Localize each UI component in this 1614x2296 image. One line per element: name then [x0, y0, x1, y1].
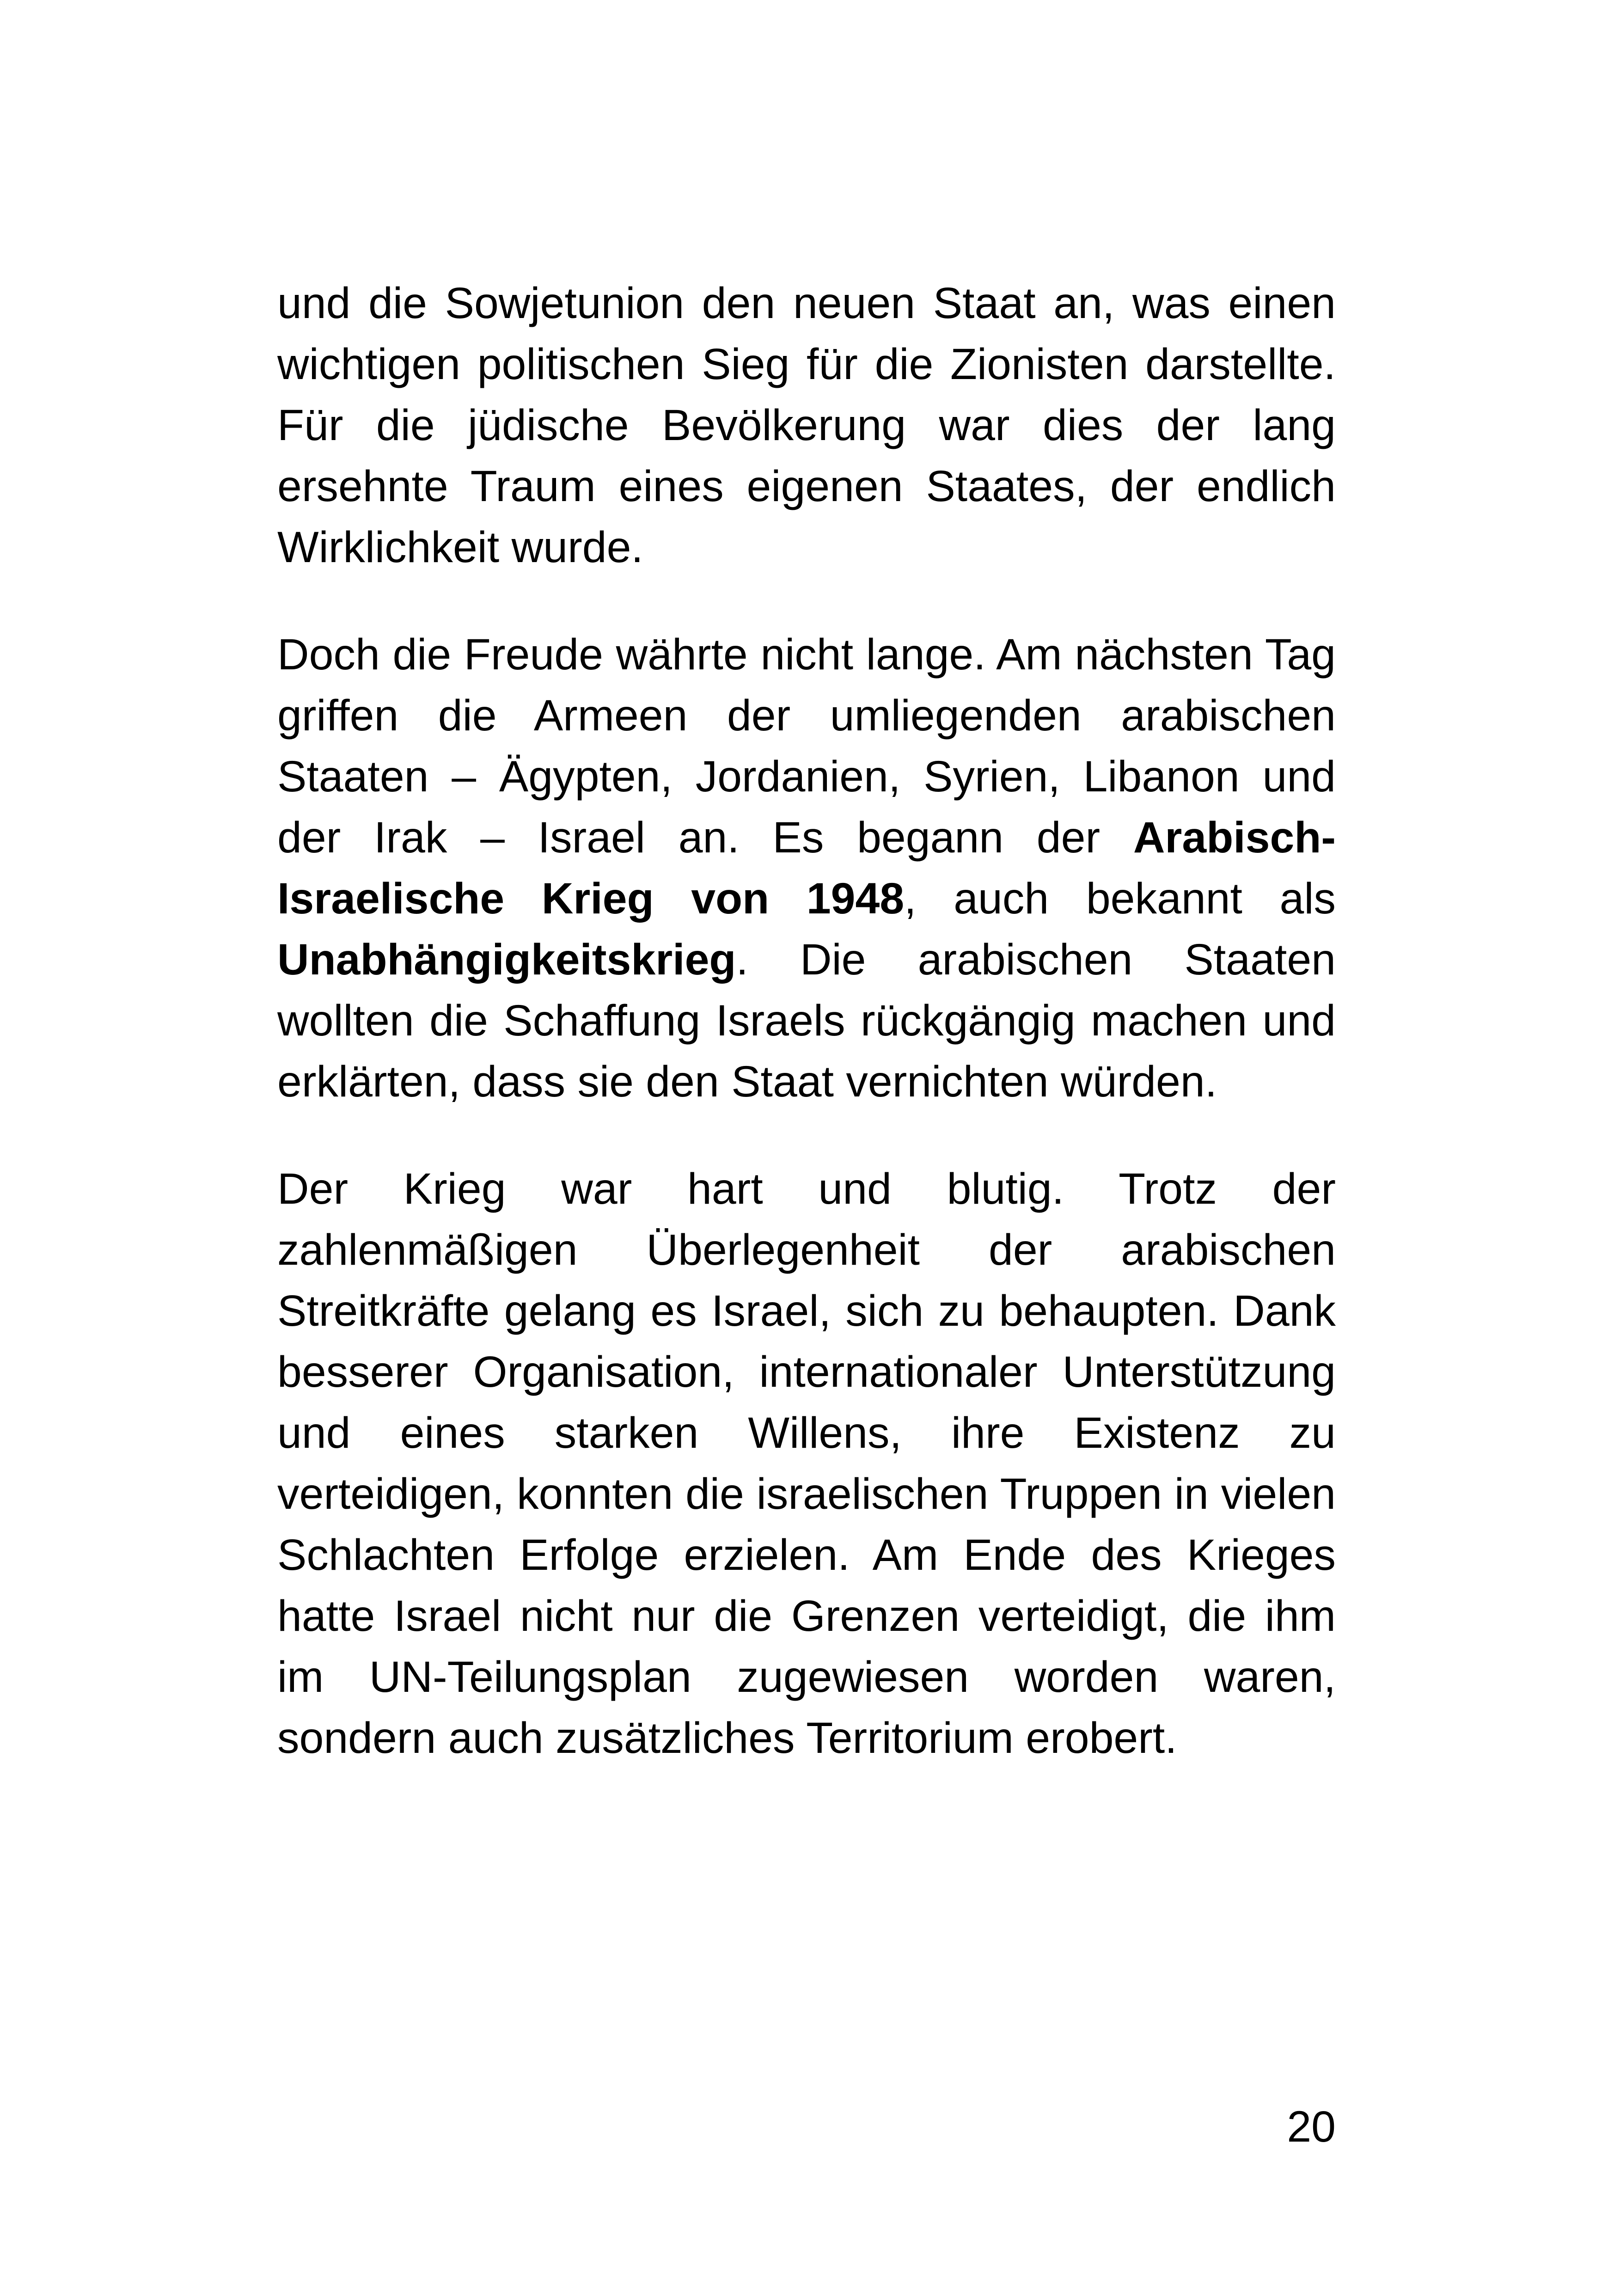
paragraph-2: [277, 624, 1336, 1112]
paragraph-1: [277, 273, 1336, 578]
bold-term-independence-war: Unabhängigkeitskrieg: [277, 935, 736, 984]
paragraph-1-text: und die Sowjetunion den neuen Staat an, was einen wichtigen politischen Sieg für die Zionisten darstellte. Für die jüdische Bevölkerung war dies der lang ersehnte Traum eines eigenen Staates, der endlich Wirklichkeit wurde.: [277, 279, 1336, 572]
body-text: [277, 273, 1336, 1815]
paragraph-2-text-3: . Die arabischen Staaten wollten die Schaffung Israels rückgängig machen und erklärten, dass sie den Staat vernichten würden.: [277, 935, 1336, 1106]
paragraph-2-text-1: Doch die Freude währte nicht lange. Am nächsten Tag griffen die Armeen der umliegenden arabischen Staaten – Ägypten, Jordanien, Syrien, Libanon und der Irak – Israel an. Es begann der: [277, 630, 1336, 862]
paragraph-3: [277, 1158, 1336, 1769]
paragraph-3-text: Der Krieg war hart und blutig. Trotz der zahlenmäßigen Überlegenheit der arabischen Streitkräfte gelang es Israel, sich zu behaupten. Dank besserer Organisation, internationaler Unterstützung und eines starken Willens, ihre Existenz zu verteidigen, konnten die israelischen Truppen in vielen Schlachten Erfolge erzielen. Am Ende des Krieges hatte Israel nicht nur die Grenzen verteidigt, die ihm im UN-Teilungsplan zugewiesen worden waren, sondern auch zusätzliches Territorium erobert.: [277, 1164, 1336, 1763]
bold-term-arab-israeli-war: Arabisch-Israelische Krieg von 1948: [277, 813, 1336, 923]
paragraph-2-text-2: , auch bekannt als: [904, 874, 1336, 923]
page-number: 20: [1287, 2102, 1336, 2151]
